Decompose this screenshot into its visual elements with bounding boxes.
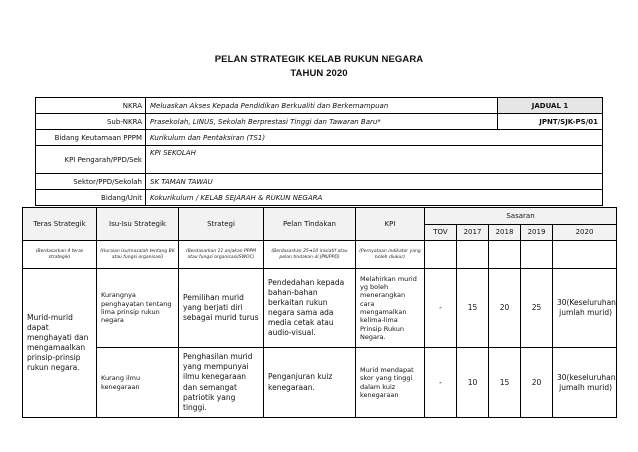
kpi-label: KPI Pengarah/PPD/Sek (36, 146, 146, 174)
subheader-empty (553, 241, 617, 269)
subheader-empty (425, 241, 457, 269)
header-isu: Isu-Isu Strategik (97, 208, 179, 241)
sektor-value: SK TAMAN TAWAU (146, 174, 603, 190)
header-kpi: KPI (356, 208, 425, 241)
page-title: PELAN STRATEGIK KELAB RUKUN NEGARA (214, 54, 424, 65)
isu-cell: Kurang ilmu kenegaraan (97, 348, 179, 418)
header-sasaran: Sasaran (425, 208, 617, 225)
sektor-label: Sektor/PPD/Sekolah (36, 174, 146, 190)
nkra-row (36, 98, 603, 114)
header-2018: 2018 (489, 225, 521, 241)
target-2019-cell: 25 (521, 269, 553, 348)
subheader-pelan: (Berdasarkan 25➔10 inisiatif atau pelan tindakan di JPN/PPD) (264, 241, 356, 269)
bidang-row (36, 130, 603, 146)
strategi-cell: Pemilihan murid yang berjati diri sebagai murid turus (179, 269, 264, 348)
subnkra-value: Prasekolah, LINUS, Sekolah Berprestasi Tinggi dan Tawaran Baru* (146, 114, 498, 130)
kpi-row (36, 146, 603, 174)
header-row (23, 208, 617, 225)
pelan-cell: Penganjuran kuiz kenegaraan. (264, 348, 356, 418)
subheader-row (23, 241, 617, 269)
target-2020-cell: 30(keseluruhan jumalh murid) (553, 348, 617, 418)
subheader-empty (457, 241, 489, 269)
bidang-label: Bidang Keutamaan PPPM (36, 130, 146, 146)
header-strategi: Strategi (179, 208, 264, 241)
header-2019: 2019 (521, 225, 553, 241)
jadual-label: JADUAL 1 (498, 98, 603, 114)
strategy-table (22, 207, 617, 418)
teras-cell: Murid-murid dapat menghayati dan mengamaalkan prinsip-prinsip rukun negara. (23, 269, 97, 418)
sektor-row (36, 174, 603, 190)
header-pelan: Pelan Tindakan (264, 208, 356, 241)
kpi-cell: Murid mendapat skor yang tinggi dalam kuiz kenegaraan (356, 348, 425, 418)
tov-cell: - (425, 269, 457, 348)
target-2017-cell: 10 (457, 348, 489, 418)
target-2018-cell: 15 (489, 348, 521, 418)
kpi-cell: Melahirkan murid yg boleh menerangkan cara mengamalkan kelima-lima Prinsip Rukun Negara. (356, 269, 425, 348)
document-code: JPNT/SJK-PS/01 (498, 114, 603, 130)
subheader-teras: (Berdasarkan 4 teras strategik) (23, 241, 97, 269)
unit-row (36, 190, 603, 206)
unit-label: Bidang/Unit (36, 190, 146, 206)
tov-cell: - (425, 348, 457, 418)
subheader-strategi: (Berdasarkan 11 anjakan PPPM atau fungsi organisasi/SWOC) (179, 241, 264, 269)
nkra-value: Meluaskan Akses Kepada Pendidikan Berkualiti dan Berkemampuan (146, 98, 498, 114)
header-tov: TOV (425, 225, 457, 241)
subheader-kpi: (Pernyataan indikator yang boleh diukur) (356, 241, 425, 269)
unit-value: Kokurikulum / KELAB SEJARAH & RUKUN NEGARA (146, 190, 603, 206)
subnkra-row (36, 114, 603, 130)
page-subtitle: TAHUN 2020 (290, 68, 348, 79)
subheader-isu: (Huraian isu/masalah tentang BK atau fungsi organisasi) (97, 241, 179, 269)
subnkra-label: Sub-NKRA (36, 114, 146, 130)
subheader-empty (521, 241, 553, 269)
header-2020: 2020 (553, 225, 617, 241)
info-table (35, 97, 603, 206)
kpi-value: KPI SEKOLAH (146, 146, 603, 174)
table-row (23, 348, 617, 418)
target-2018-cell: 20 (489, 269, 521, 348)
strategi-cell: Penghasilan murid yang mempunyai ilmu kenegaraan dan semangat patriotik yang tinggi. (179, 348, 264, 418)
header-2017: 2017 (457, 225, 489, 241)
header-teras: Teras Strategik (23, 208, 97, 241)
isu-cell: Kurangnya penghayatan tentang lima prinsip rukun negara (97, 269, 179, 348)
pelan-cell: Pendedahan kepada bahan-bahan berkaitan rukun negara sama ada media cetak atau audio-visual. (264, 269, 356, 348)
bidang-value: Kurikulum dan Pentaksiran (TS1) (146, 130, 603, 146)
target-2019-cell: 20 (521, 348, 553, 418)
target-2020-cell: 30(Keseluruhan jumlah murid) (553, 269, 617, 348)
table-row (23, 269, 617, 348)
subheader-empty (489, 241, 521, 269)
target-2017-cell: 15 (457, 269, 489, 348)
nkra-label: NKRA (36, 98, 146, 114)
